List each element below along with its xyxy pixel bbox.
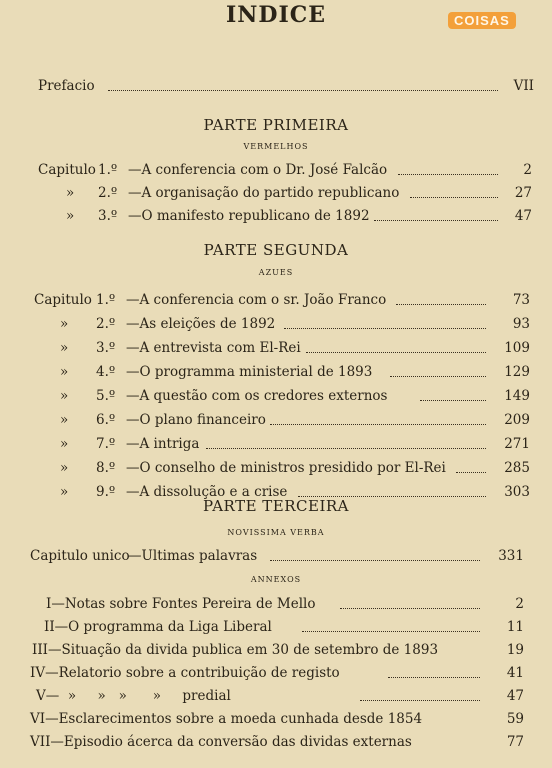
entry-number: 3.º	[96, 340, 116, 356]
entry-title: —Ultimas palavras	[128, 548, 258, 564]
toc-entry	[34, 458, 530, 478]
entry-number: 8.º	[96, 460, 116, 476]
annexes-heading: ANNEXOS	[250, 575, 302, 584]
annex-page: 77	[506, 734, 524, 750]
leader-dots	[410, 177, 498, 198]
annex-page: 41	[506, 665, 524, 681]
leader-dots	[456, 452, 486, 473]
entry-page: 285	[504, 460, 530, 476]
prefacio-row	[38, 76, 534, 96]
entry-number: 7.º	[96, 436, 116, 452]
part-heading: PARTE SEGUNDA	[203, 241, 349, 259]
annex-title: VII—Episodio ácerca da conversão das dividas externas	[30, 734, 412, 750]
entry-prefix: Capitulo	[34, 292, 92, 308]
entry-number: 5.º	[96, 388, 116, 404]
entry-prefix: Capitulo	[38, 162, 96, 178]
entry-page: 47	[514, 208, 532, 224]
watermark-logo: COISAS	[448, 12, 516, 29]
prefacio-label: Prefacio	[38, 78, 95, 94]
entry-number: 6.º	[96, 412, 116, 428]
annex-entry	[30, 617, 524, 637]
ditto-mark: »	[60, 460, 69, 476]
part-heading: PARTE TERCEIRA	[202, 497, 350, 515]
entry-page: 331	[498, 548, 524, 564]
annex-page: 19	[506, 642, 524, 658]
leader-dots	[302, 611, 480, 632]
part-subheading: NOVISSIMA VERBA	[227, 528, 325, 537]
annex-title: IV—Relatorio sobre a contribuição de registo	[30, 665, 340, 681]
ditto-mark: »	[60, 388, 69, 404]
leader-dots	[270, 540, 480, 561]
toc-entry	[34, 338, 530, 358]
ditto-mark: »	[60, 412, 69, 428]
entry-title: —As eleições de 1892	[126, 316, 276, 332]
leader-dots	[420, 380, 486, 401]
annex-title: V— » » » » predial	[36, 688, 231, 704]
leader-dots	[284, 308, 486, 329]
entry-page: 73	[512, 292, 530, 308]
ditto-mark: »	[60, 364, 69, 380]
entry-page: 2	[523, 162, 532, 178]
leader-dots	[374, 200, 498, 221]
leader-dots	[390, 356, 486, 377]
annex-title: VI—Esclarecimentos sobre a moeda cunhada desde 1854	[30, 711, 423, 727]
entry-title: —O programma ministerial de 1893	[126, 364, 373, 380]
entry-number: 3.º	[98, 208, 118, 224]
entry-title: —O plano financeiro	[126, 412, 266, 428]
toc-entry	[34, 434, 530, 454]
ditto-mark: »	[66, 208, 75, 224]
entry-page: 209	[504, 412, 530, 428]
part-subheading: AZUES	[258, 268, 294, 277]
toc-entry	[34, 290, 530, 310]
entry-page: 129	[504, 364, 530, 380]
entry-page: 303	[504, 484, 530, 500]
prefacio-page: VII	[513, 78, 534, 94]
entry-prefix: Capitulo unico	[30, 548, 130, 564]
leader-dots	[360, 680, 480, 701]
ditto-mark: »	[60, 316, 69, 332]
leader-dots	[396, 284, 486, 305]
annex-page: 47	[506, 688, 524, 704]
annex-entry	[30, 709, 524, 729]
toc-entry	[34, 410, 530, 430]
leader-dots	[388, 657, 480, 678]
entry-number: 4.º	[96, 364, 116, 380]
entry-number: 2.º	[96, 316, 116, 332]
ditto-mark: »	[66, 185, 75, 201]
annex-entry	[30, 732, 524, 752]
entry-title: —A questão com os credores externos	[126, 388, 388, 404]
entry-title: —A conferencia com o Dr. José Falcão	[128, 162, 388, 178]
part-heading: PARTE PRIMEIRA	[203, 116, 349, 134]
entry-title: —A conferencia com o sr. João Franco	[126, 292, 387, 308]
entry-number: 2.º	[98, 185, 118, 201]
toc-entry	[38, 206, 532, 226]
entry-title: —A intriga	[126, 436, 200, 452]
leader-dots	[108, 70, 498, 91]
entry-page: 271	[504, 436, 530, 452]
ditto-mark: »	[60, 340, 69, 356]
leader-dots	[398, 154, 498, 175]
entry-title: —A dissolução e a crise	[126, 484, 288, 500]
leader-dots	[298, 476, 486, 497]
entry-page: 109	[504, 340, 530, 356]
toc-entry	[34, 386, 530, 406]
leader-dots	[206, 428, 486, 449]
ditto-mark: »	[60, 484, 69, 500]
ditto-mark: »	[60, 436, 69, 452]
entry-title: —A organisação do partido republicano	[128, 185, 400, 201]
leader-dots	[270, 404, 486, 425]
page-title: INDICE	[225, 2, 327, 28]
part-subheading: VERMELHOS	[243, 142, 309, 151]
entry-number: 9.º	[96, 484, 116, 500]
annex-page: 59	[506, 711, 524, 727]
annex-page: 2	[515, 596, 524, 612]
entry-page: 93	[512, 316, 530, 332]
entry-title: —O manifesto republicano de 1892	[128, 208, 370, 224]
leader-dots	[340, 588, 480, 609]
entry-title: —O conselho de ministros presidido por El-Rei	[126, 460, 446, 476]
entry-page: 149	[504, 388, 530, 404]
entry-page: 27	[514, 185, 532, 201]
annex-title: III—Situação da divida publica em 30 de setembro de 1893	[32, 642, 439, 658]
annex-title: II—O programma da Liga Liberal	[44, 619, 272, 635]
annex-page: 11	[506, 619, 524, 635]
annex-entry	[30, 686, 524, 706]
toc-entry	[34, 362, 530, 382]
entry-title: —A entrevista com El-Rei	[126, 340, 301, 356]
toc-entry	[34, 314, 530, 334]
annex-title: I—Notas sobre Fontes Pereira de Mello	[46, 596, 316, 612]
leader-dots	[306, 332, 486, 353]
entry-number: 1.º	[96, 292, 116, 308]
toc-entry	[30, 546, 524, 566]
entry-number: 1.º	[98, 162, 118, 178]
